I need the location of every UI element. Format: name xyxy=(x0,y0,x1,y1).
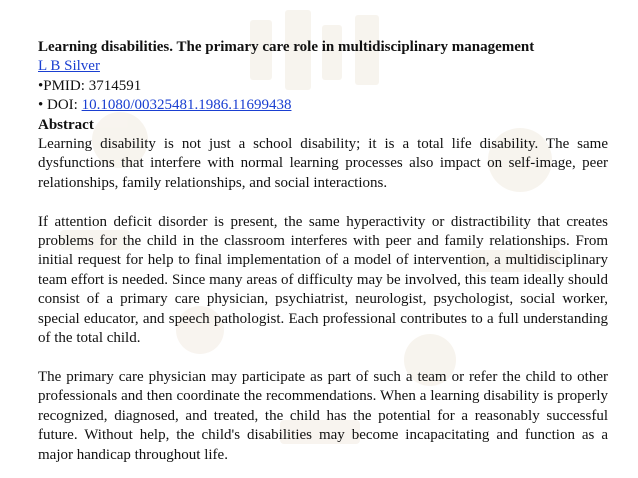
paragraph-spacer xyxy=(38,348,608,367)
article-title: Learning disabilities. The primary care role in multidisciplinary management xyxy=(38,39,535,55)
pmid-label: •PMID: xyxy=(38,77,89,94)
abstract-paragraph-1: Learning disability is not just a school disability; it is a total life disability. The same dysfunctions that interfere with normal learning processes also impact on self-image, peer relationships, family relationships, and social interactions. xyxy=(38,136,608,191)
doi-label: • DOI: xyxy=(38,97,82,114)
author-line xyxy=(38,57,608,76)
abstract-heading: Abstract xyxy=(38,116,94,133)
doi-link[interactable]: 10.1080/00325481.1986.11699438 xyxy=(81,97,292,114)
paragraph-spacer xyxy=(38,193,608,212)
pmid-value: 3714591 xyxy=(88,77,142,94)
abstract-paragraph-3: The primary care physician may participate as part of such a team or refer the child to other professionals and then coordinate the recommendations. When a learning disability is properly recognized, diagnosed, and treated, the child has the potential for a reasonably successful future. Without help, the child's disabilities may become incapacitating and function as a major handicap throughout life. xyxy=(38,368,608,463)
pmid-line xyxy=(38,77,608,96)
doi-line xyxy=(38,96,608,115)
abstract-paragraph-2: If attention deficit disorder is present, the same hyperactivity or distractibility that creates problems for the child in the classroom interferes with peer and family relationships. From initial request for help to final implementation of a model of intervention, a multidisciplinary team effort is needed. Since many areas of difficulty may be involved, this team ideally should consist of a primary care physician, psychiatrist, neurologist, psychologist, social worker, special educator, and speech pathologist. Each professional contributes to a full understanding of the total child. xyxy=(38,213,608,347)
article-content xyxy=(38,38,608,465)
author-link[interactable]: L B Silver xyxy=(38,58,100,75)
